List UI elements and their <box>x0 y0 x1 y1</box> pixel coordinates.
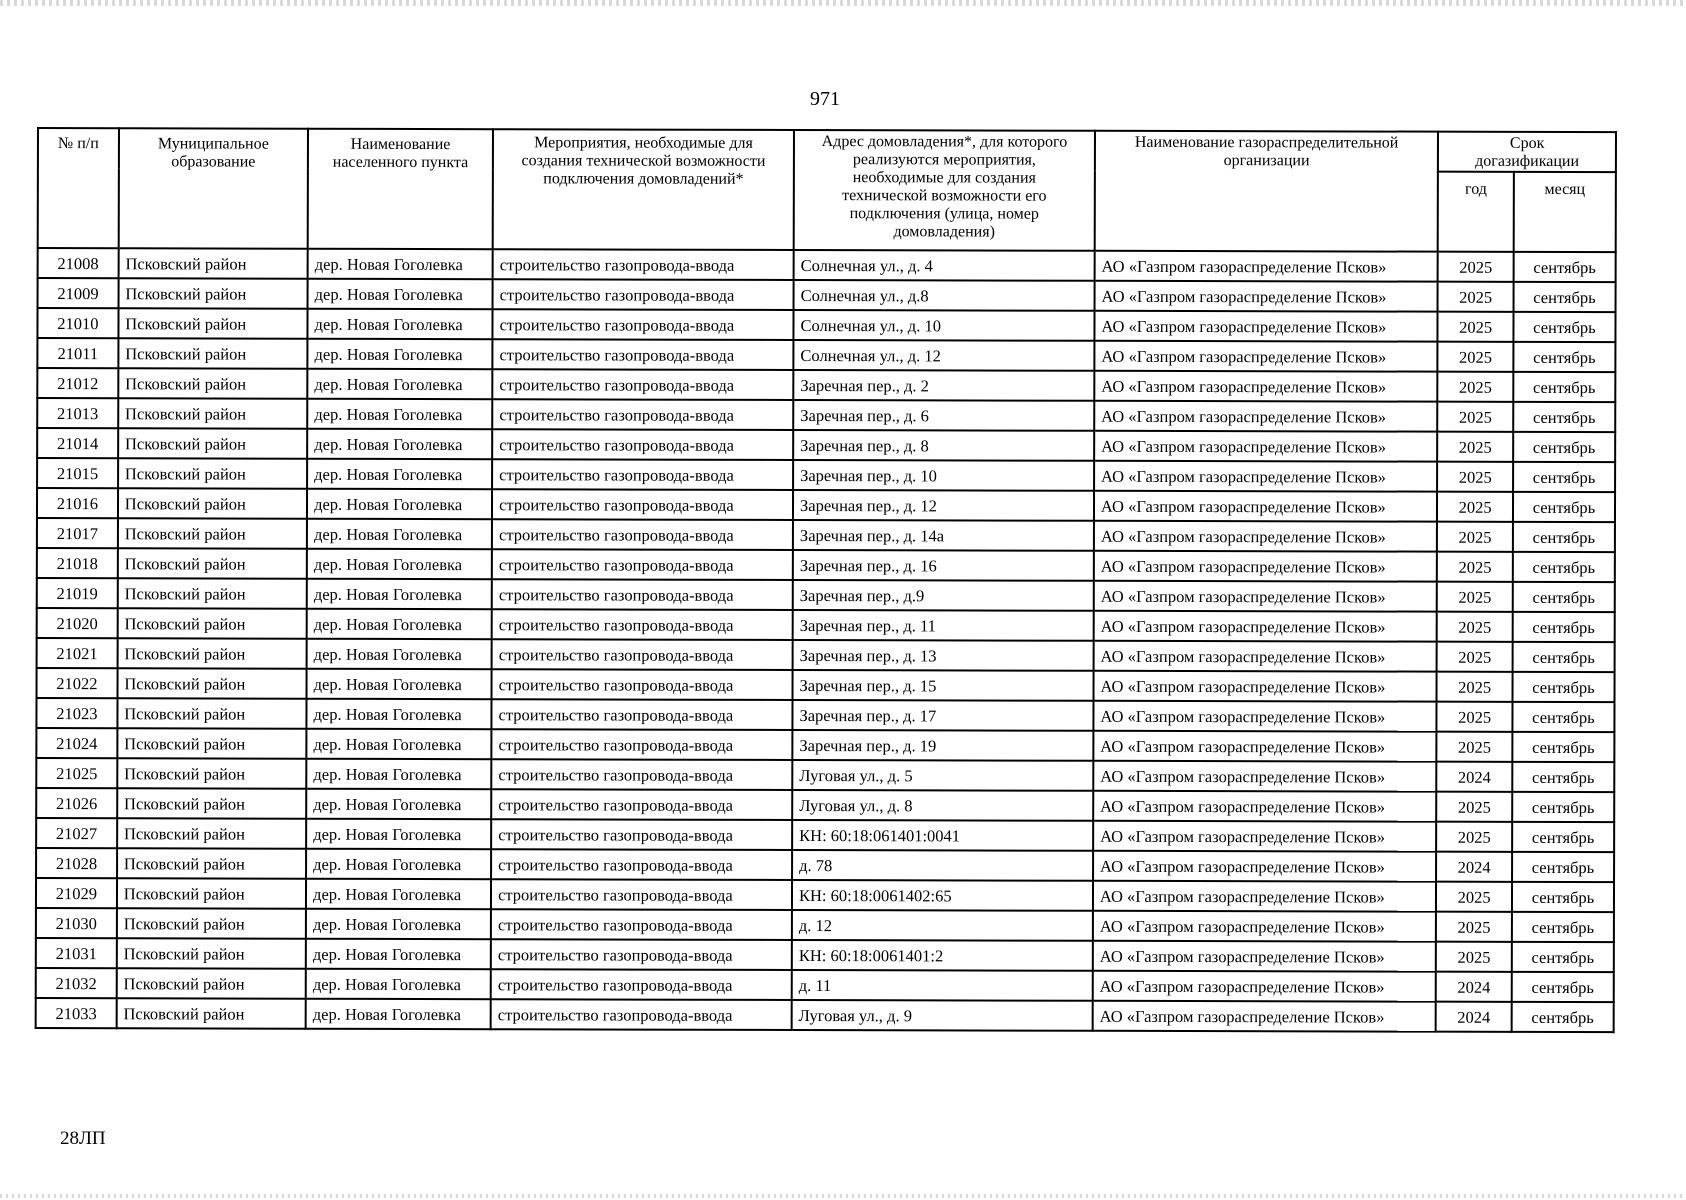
cell-address: Заречная пер., д.9 <box>793 580 1094 611</box>
cell-org: АО «Газпром газораспределение Псков» <box>1093 971 1437 1002</box>
cell-settlement: дер. Новая Гоголевка <box>307 579 492 609</box>
cell-settlement: дер. Новая Гоголевка <box>307 699 492 729</box>
cell-municipality: Псковский район <box>118 248 307 278</box>
cell-month: сентябрь <box>1512 762 1614 792</box>
cell-num: 21021 <box>37 638 118 668</box>
cell-org: АО «Газпром газораспределение Псков» <box>1093 941 1437 972</box>
cell-address: КН: 60:18:0061402:65 <box>792 880 1093 911</box>
table-row <box>37 668 1615 702</box>
cell-year: 2025 <box>1438 282 1514 312</box>
cell-municipality: Псковский район <box>117 968 306 998</box>
cell-address: КН: 60:18:061401:0041 <box>792 820 1093 851</box>
cell-address: Заречная пер., д. 12 <box>793 490 1094 521</box>
table-row <box>37 548 1615 582</box>
cell-org: АО «Газпром газораспределение Псков» <box>1094 581 1438 612</box>
cell-settlement: дер. Новая Гоголевка <box>306 939 491 969</box>
cell-year: 2025 <box>1436 942 1512 972</box>
header-address: Адрес домовладения*, для которого реализуются мероприятия, необходимые для создания технической возможности его подключения (улица, номер домовладения) <box>794 130 1095 251</box>
cell-month: сентябрь <box>1513 432 1615 462</box>
cell-address: Солнечная ул., д. 4 <box>794 250 1095 281</box>
cell-month: сентябрь <box>1513 522 1615 552</box>
cell-address: КН: 60:18:0061401:2 <box>792 940 1093 971</box>
cell-address: Заречная пер., д. 14а <box>793 520 1094 551</box>
cell-measure: строительство газопровода-ввода <box>492 489 793 520</box>
cell-org: АО «Газпром газораспределение Псков» <box>1094 611 1438 642</box>
cell-org: АО «Газпром газораспределение Псков» <box>1093 701 1437 732</box>
cell-municipality: Псковский район <box>117 608 306 638</box>
cell-num: 21033 <box>36 998 117 1028</box>
cell-municipality: Псковский район <box>117 938 306 968</box>
cell-address: Заречная пер., д. 15 <box>793 670 1094 701</box>
cell-org: АО «Газпром газораспределение Псков» <box>1095 251 1439 282</box>
scan-edge-bottom <box>0 1194 1686 1198</box>
cell-org: АО «Газпром газораспределение Псков» <box>1094 371 1438 402</box>
table-row <box>37 428 1615 462</box>
cell-year: 2025 <box>1437 522 1513 552</box>
cell-municipality: Псковский район <box>117 668 306 698</box>
cell-year: 2025 <box>1437 552 1513 582</box>
cell-year: 2025 <box>1437 672 1513 702</box>
cell-address: Заречная пер., д. 16 <box>793 550 1094 581</box>
header-num: № п/п <box>38 128 119 248</box>
cell-year: 2025 <box>1436 822 1512 852</box>
cell-month: сентябрь <box>1512 672 1614 702</box>
table-row <box>37 578 1615 612</box>
table-body <box>36 248 1616 1032</box>
cell-municipality: Псковский район <box>118 488 307 518</box>
cell-org: АО «Газпром газораспределение Псков» <box>1094 521 1438 552</box>
cell-org: АО «Газпром газораспределение Псков» <box>1094 281 1438 312</box>
cell-municipality: Псковский район <box>118 578 307 608</box>
cell-org: АО «Газпром газораспределение Псков» <box>1094 311 1438 342</box>
cell-measure: строительство газопровода-ввода <box>493 279 794 310</box>
table-row <box>37 518 1615 552</box>
cell-measure: строительство газопровода-ввода <box>493 309 794 340</box>
cell-municipality: Псковский район <box>118 518 307 548</box>
header-measures: Мероприятия, необходимые для создания технической возможности подключения домовладений* <box>493 129 794 250</box>
cell-year: 2025 <box>1437 492 1513 522</box>
cell-measure: строительство газопровода-ввода <box>491 819 792 850</box>
cell-address: Заречная пер., д. 17 <box>792 700 1093 731</box>
cell-measure: строительство газопровода-ввода <box>491 879 792 910</box>
cell-settlement: дер. Новая Гоголевка <box>306 789 491 819</box>
table-row <box>37 338 1615 372</box>
cell-year: 2024 <box>1437 762 1513 792</box>
cell-month: сентябрь <box>1512 942 1614 972</box>
cell-org: АО «Газпром газораспределение Псков» <box>1093 1001 1437 1032</box>
cell-address: Луговая ул., д. 9 <box>792 1000 1093 1031</box>
cell-org: АО «Газпром газораспределение Псков» <box>1093 821 1437 852</box>
cell-year: 2024 <box>1436 852 1512 882</box>
cell-org: АО «Газпром газораспределение Псков» <box>1093 851 1437 882</box>
cell-settlement: дер. Новая Гоголевка <box>306 729 491 759</box>
cell-year: 2025 <box>1438 402 1514 432</box>
cell-month: сентябрь <box>1513 342 1615 372</box>
table-row <box>36 728 1614 762</box>
cell-org: АО «Газпром газораспределение Псков» <box>1094 341 1438 372</box>
cell-num: 21024 <box>36 728 117 758</box>
table-row <box>37 458 1615 492</box>
cell-num: 21031 <box>36 938 117 968</box>
cell-year: 2025 <box>1438 252 1514 282</box>
cell-municipality: Псковский район <box>117 698 306 728</box>
cell-measure: строительство газопровода-ввода <box>492 549 793 580</box>
cell-address: Заречная пер., д. 2 <box>793 370 1094 401</box>
cell-settlement: дер. Новая Гоголевка <box>306 849 491 879</box>
table-row <box>37 608 1615 642</box>
cell-year: 2025 <box>1438 372 1514 402</box>
cell-month: сентябрь <box>1512 972 1614 1002</box>
cell-municipality: Псковский район <box>117 638 306 668</box>
cell-year: 2025 <box>1437 612 1513 642</box>
cell-month: сентябрь <box>1513 282 1615 312</box>
cell-address: Заречная пер., д. 6 <box>793 400 1094 431</box>
table-row <box>36 878 1614 912</box>
table-row <box>36 788 1614 822</box>
cell-measure: строительство газопровода-ввода <box>492 699 793 730</box>
cell-measure: строительство газопровода-ввода <box>492 579 793 610</box>
cell-month: сентябрь <box>1513 252 1615 282</box>
cell-measure: строительство газопровода-ввода <box>492 339 793 370</box>
cell-month: сентябрь <box>1512 732 1614 762</box>
cell-settlement: дер. Новая Гоголевка <box>308 309 493 339</box>
cell-org: АО «Газпром газораспределение Псков» <box>1093 791 1437 822</box>
cell-year: 2024 <box>1436 972 1512 1002</box>
cell-settlement: дер. Новая Гоголевка <box>306 759 491 789</box>
cell-measure: строительство газопровода-ввода <box>492 669 793 700</box>
table-row <box>37 638 1615 672</box>
header-row <box>38 128 1616 172</box>
cell-num: 21014 <box>37 428 118 458</box>
cell-municipality: Псковский район <box>117 728 306 758</box>
cell-settlement: дер. Новая Гоголевка <box>306 909 491 939</box>
page-number: 971 <box>810 88 840 110</box>
cell-settlement: дер. Новая Гоголевка <box>307 489 492 519</box>
cell-year: 2025 <box>1437 582 1513 612</box>
cell-num: 21018 <box>37 548 118 578</box>
cell-municipality: Псковский район <box>117 878 306 908</box>
cell-municipality: Псковский район <box>118 338 307 368</box>
cell-year: 2025 <box>1438 342 1514 372</box>
cell-address: Солнечная ул., д.8 <box>794 280 1095 311</box>
cell-settlement: дер. Новая Гоголевка <box>308 249 493 279</box>
cell-num: 21019 <box>37 578 118 608</box>
table-row <box>37 488 1615 522</box>
cell-address: Луговая ул., д. 5 <box>792 760 1093 791</box>
cell-measure: строительство газопровода-ввода <box>492 639 793 670</box>
cell-num: 21011 <box>37 338 118 368</box>
gasification-table <box>35 127 1617 1033</box>
header-deadline: Срок догазификации <box>1438 132 1616 172</box>
cell-month: сентябрь <box>1513 612 1615 642</box>
cell-org: АО «Газпром газораспределение Псков» <box>1093 761 1437 792</box>
cell-num: 21026 <box>36 788 117 818</box>
cell-measure: строительство газопровода-ввода <box>492 519 793 550</box>
cell-year: 2025 <box>1437 642 1513 672</box>
cell-settlement: дер. Новая Гоголевка <box>307 369 492 399</box>
cell-num: 21010 <box>37 308 118 338</box>
cell-measure: строительство газопровода-ввода <box>492 429 793 460</box>
cell-settlement: дер. Новая Гоголевка <box>307 639 492 669</box>
table-row <box>36 818 1614 852</box>
cell-year: 2025 <box>1438 312 1514 342</box>
cell-municipality: Псковский район <box>118 368 307 398</box>
cell-year: 2025 <box>1436 912 1512 942</box>
cell-measure: строительство газопровода-ввода <box>491 909 792 940</box>
cell-municipality: Псковский район <box>118 308 307 338</box>
table-row <box>36 758 1614 792</box>
cell-org: АО «Газпром газораспределение Псков» <box>1094 641 1438 672</box>
cell-year: 2025 <box>1437 732 1513 762</box>
cell-month: сентябрь <box>1513 372 1615 402</box>
cell-num: 21017 <box>37 518 118 548</box>
cell-month: сентябрь <box>1513 492 1615 522</box>
cell-org: АО «Газпром газораспределение Псков» <box>1094 401 1438 432</box>
cell-month: сентябрь <box>1513 462 1615 492</box>
cell-municipality: Псковский район <box>117 788 306 818</box>
cell-address: Заречная пер., д. 19 <box>792 730 1093 761</box>
cell-num: 21025 <box>36 758 117 788</box>
cell-measure: строительство газопровода-ввода <box>491 759 792 790</box>
cell-measure: строительство газопровода-ввода <box>492 459 793 490</box>
cell-address: д. 12 <box>792 910 1093 941</box>
cell-address: Заречная пер., д. 13 <box>793 640 1094 671</box>
table-row <box>38 248 1616 282</box>
cell-settlement: дер. Новая Гоголевка <box>306 969 491 999</box>
cell-num: 21032 <box>36 968 117 998</box>
cell-org: АО «Газпром газораспределение Псков» <box>1094 551 1438 582</box>
cell-address: д. 11 <box>792 970 1093 1001</box>
cell-settlement: дер. Новая Гоголевка <box>306 879 491 909</box>
cell-num: 21022 <box>37 668 118 698</box>
header-year: год <box>1438 172 1514 252</box>
cell-municipality: Псковский район <box>118 458 307 488</box>
cell-municipality: Псковский район <box>118 278 307 308</box>
header-gas-org: Наименование газораспределительной организации <box>1095 131 1439 252</box>
cell-org: АО «Газпром газораспределение Псков» <box>1093 671 1437 702</box>
table-row <box>37 368 1615 402</box>
footer-code: 28ЛП <box>60 1128 106 1149</box>
cell-municipality: Псковский район <box>117 818 306 848</box>
cell-num: 21020 <box>37 608 118 638</box>
cell-year: 2025 <box>1436 882 1512 912</box>
cell-month: сентябрь <box>1513 552 1615 582</box>
cell-settlement: дер. Новая Гоголевка <box>307 399 492 429</box>
cell-num: 21016 <box>37 488 118 518</box>
cell-settlement: дер. Новая Гоголевка <box>307 459 492 489</box>
cell-month: сентябрь <box>1513 402 1615 432</box>
cell-measure: строительство газопровода-ввода <box>491 969 792 1000</box>
cell-settlement: дер. Новая Гоголевка <box>307 429 492 459</box>
cell-num: 21027 <box>36 818 117 848</box>
cell-municipality: Псковский район <box>118 428 307 458</box>
table-row <box>36 968 1614 1002</box>
cell-municipality: Псковский район <box>117 848 306 878</box>
cell-num: 21008 <box>38 248 119 278</box>
cell-month: сентябрь <box>1512 1002 1614 1032</box>
cell-org: АО «Газпром газораспределение Псков» <box>1093 881 1437 912</box>
cell-settlement: дер. Новая Гоголевка <box>307 339 492 369</box>
table-row <box>36 848 1614 882</box>
table-row <box>36 908 1614 942</box>
cell-num: 21029 <box>36 878 117 908</box>
header-month: месяц <box>1514 172 1616 252</box>
cell-address: Заречная пер., д. 8 <box>793 430 1094 461</box>
cell-org: АО «Газпром газораспределение Псков» <box>1093 731 1437 762</box>
table-row <box>36 698 1614 732</box>
table-row <box>36 938 1614 972</box>
cell-measure: строительство газопровода-ввода <box>491 849 792 880</box>
cell-month: сентябрь <box>1512 912 1614 942</box>
cell-month: сентябрь <box>1513 312 1615 342</box>
cell-year: 2025 <box>1438 432 1514 462</box>
cell-month: сентябрь <box>1512 792 1614 822</box>
table-row <box>37 308 1615 342</box>
cell-year: 2024 <box>1436 1002 1512 1032</box>
table-row <box>38 278 1616 312</box>
cell-municipality: Псковский район <box>118 398 307 428</box>
cell-org: АО «Газпром газораспределение Псков» <box>1094 491 1438 522</box>
table-row <box>37 398 1615 432</box>
cell-num: 21012 <box>37 368 118 398</box>
cell-address: Луговая ул., д. 8 <box>792 790 1093 821</box>
cell-settlement: дер. Новая Гоголевка <box>308 279 493 309</box>
cell-municipality: Псковский район <box>117 908 306 938</box>
table-row <box>36 998 1614 1032</box>
cell-org: АО «Газпром газораспределение Псков» <box>1094 461 1438 492</box>
cell-address: Солнечная ул., д. 12 <box>793 340 1094 371</box>
header-settlement: Наименование населенного пункта <box>308 129 493 249</box>
cell-month: сентябрь <box>1512 852 1614 882</box>
cell-settlement: дер. Новая Гоголевка <box>307 609 492 639</box>
cell-org: АО «Газпром газораспределение Псков» <box>1094 431 1438 462</box>
cell-measure: строительство газопровода-ввода <box>493 249 794 280</box>
header-municipality: Муниципальное образование <box>118 128 308 248</box>
cell-measure: строительство газопровода-ввода <box>492 609 793 640</box>
cell-num: 21009 <box>38 278 119 308</box>
cell-measure: строительство газопровода-ввода <box>491 729 792 760</box>
cell-measure: строительство газопровода-ввода <box>491 939 792 970</box>
cell-num: 21013 <box>37 398 118 428</box>
cell-year: 2025 <box>1437 462 1513 492</box>
cell-month: сентябрь <box>1512 702 1614 732</box>
cell-month: сентябрь <box>1512 882 1614 912</box>
cell-num: 21028 <box>36 848 117 878</box>
cell-month: сентябрь <box>1512 642 1614 672</box>
cell-settlement: дер. Новая Гоголевка <box>307 519 492 549</box>
cell-num: 21030 <box>36 908 117 938</box>
cell-measure: строительство газопровода-ввода <box>492 399 793 430</box>
cell-address: Заречная пер., д. 11 <box>793 610 1094 641</box>
cell-settlement: дер. Новая Гоголевка <box>307 669 492 699</box>
cell-address: Заречная пер., д. 10 <box>793 460 1094 491</box>
cell-municipality: Псковский район <box>117 758 306 788</box>
cell-num: 21023 <box>36 698 117 728</box>
cell-municipality: Псковский район <box>116 998 305 1028</box>
cell-measure: строительство газопровода-ввода <box>491 999 792 1030</box>
cell-year: 2025 <box>1437 792 1513 822</box>
cell-settlement: дер. Новая Гоголевка <box>306 819 491 849</box>
cell-settlement: дер. Новая Гоголевка <box>306 999 491 1029</box>
cell-measure: строительство газопровода-ввода <box>492 369 793 400</box>
cell-measure: строительство газопровода-ввода <box>491 789 792 820</box>
cell-settlement: дер. Новая Гоголевка <box>307 549 492 579</box>
cell-num: 21015 <box>37 458 118 488</box>
cell-year: 2025 <box>1437 702 1513 732</box>
cell-address: Солнечная ул., д. 10 <box>793 310 1094 341</box>
scan-edge-top <box>0 0 1686 6</box>
cell-month: сентябрь <box>1513 582 1615 612</box>
cell-address: д. 78 <box>792 850 1093 881</box>
cell-month: сентябрь <box>1512 822 1614 852</box>
cell-org: АО «Газпром газораспределение Псков» <box>1093 911 1437 942</box>
cell-municipality: Псковский район <box>118 548 307 578</box>
